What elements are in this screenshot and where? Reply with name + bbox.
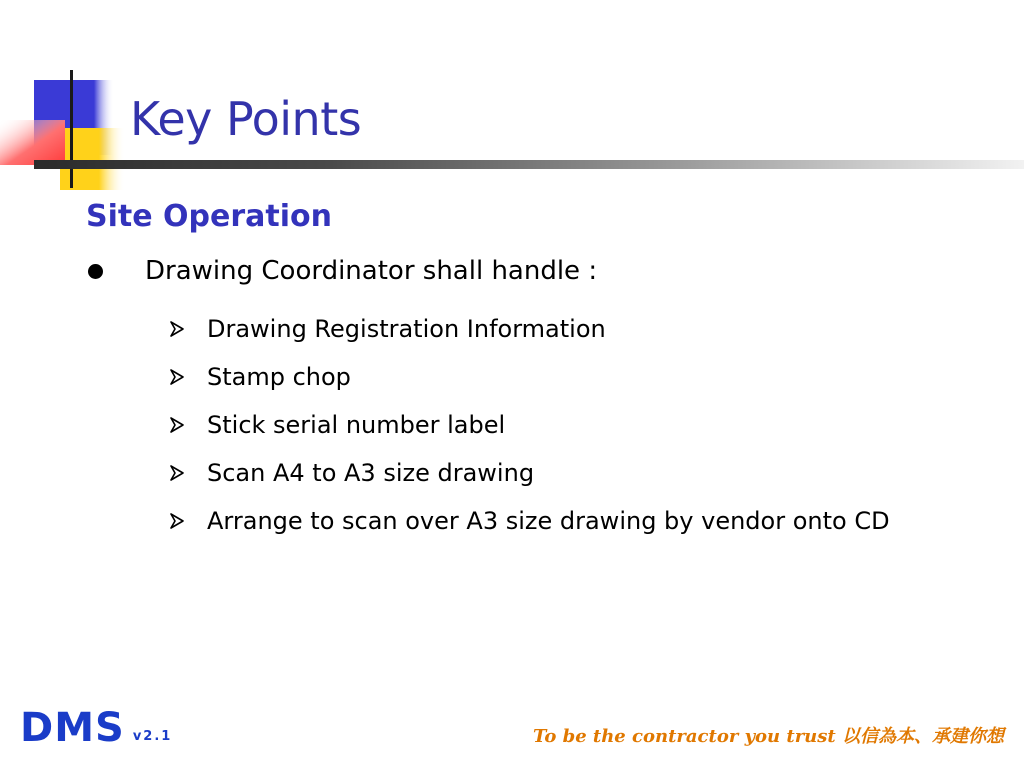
sub-bullet-text: Stick serial number label [207,411,506,439]
slide-title: Key Points [130,92,362,146]
corner-decoration-graphic [0,60,130,200]
logo-version: v2.1 [132,729,173,744]
arrowhead-bullet-icon [166,417,188,433]
sub-bullet-item [166,353,890,401]
sub-bullet-text: Arrange to scan over A3 size drawing by vendor onto CD [207,507,890,535]
main-bullet [86,256,597,286]
sub-bullet-item [166,497,890,545]
arrowhead-bullet-icon [166,321,188,337]
main-bullet-text: Drawing Coordinator shall handle : [145,256,598,286]
sub-bullet-text: Scan A4 to A3 size drawing [207,459,535,487]
footer-tagline: To be the contractor you trust 以信為本、承建你想 [533,726,1004,747]
dms-logo [20,705,173,751]
section-heading: Site Operation [86,199,332,234]
title-underline-rule [34,160,1024,169]
logo-text: DMS [20,705,125,751]
arrowhead-bullet-icon [166,369,188,385]
sub-bullet-text: Drawing Registration Information [207,315,606,343]
bullet-dot-icon [88,264,103,279]
sub-bullet-text: Stamp chop [207,363,351,391]
arrowhead-bullet-icon [166,465,188,481]
sub-bullet-list [166,305,890,545]
sub-bullet-item [166,449,890,497]
sub-bullet-item [166,401,890,449]
arrowhead-bullet-icon [166,513,188,529]
sub-bullet-item [166,305,890,353]
